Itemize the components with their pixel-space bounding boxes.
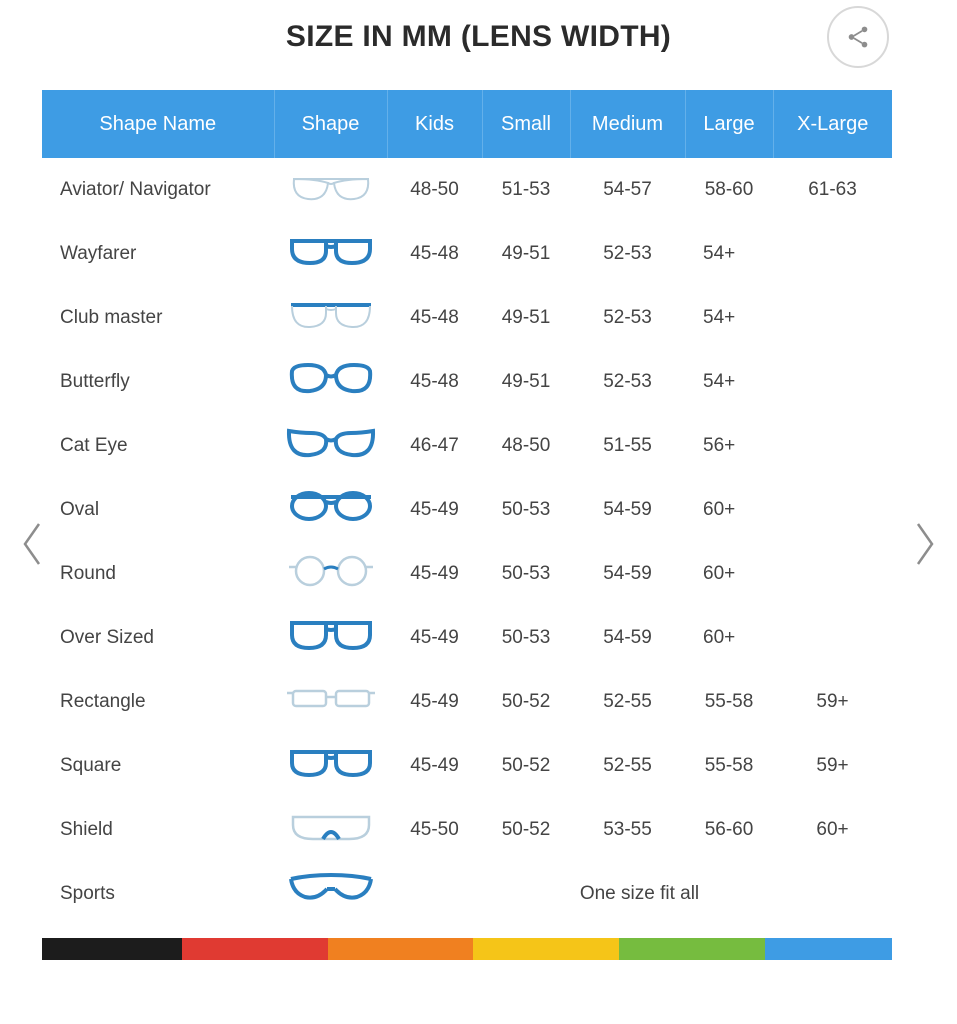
column-header-kids: Kids: [387, 90, 482, 158]
row-xlarge: [773, 414, 892, 478]
row-medium: 54-59: [570, 478, 685, 542]
square-glasses-icon: [281, 741, 381, 785]
row-name: Wayfarer: [42, 222, 274, 286]
row-name: Over Sized: [42, 606, 274, 670]
row-large: 60+: [685, 606, 773, 670]
row-shape: [274, 350, 387, 414]
row-large: 60+: [685, 542, 773, 606]
row-name: Round: [42, 542, 274, 606]
row-shape: [274, 414, 387, 478]
size-table-wrapper: [42, 90, 892, 926]
row-medium: 53-55: [570, 798, 685, 862]
row-small: 50-53: [482, 606, 570, 670]
row-one-size-note: One size fit all: [387, 862, 892, 926]
page-header: [0, 0, 957, 88]
row-medium: 52-55: [570, 734, 685, 798]
color-segment-1: [42, 938, 182, 960]
rectangle-glasses-icon: [281, 677, 381, 721]
round-glasses-icon: [281, 549, 381, 593]
butterfly-glasses-icon: [281, 357, 381, 401]
row-kids: 45-50: [387, 798, 482, 862]
row-name: Oval: [42, 478, 274, 542]
row-shape: [274, 158, 387, 222]
row-medium: 54-59: [570, 606, 685, 670]
row-xlarge: [773, 478, 892, 542]
row-medium: 54-59: [570, 542, 685, 606]
row-xlarge: [773, 542, 892, 606]
share-icon: [845, 24, 871, 50]
page-title: SIZE IN MM (LENS WIDTH): [285, 20, 672, 53]
row-name: Sports: [42, 862, 274, 926]
row-medium: 52-55: [570, 670, 685, 734]
table-row: [42, 158, 892, 222]
row-large: 56-60: [685, 798, 773, 862]
row-xlarge: 61-63: [773, 158, 892, 222]
size-table: [42, 90, 892, 926]
row-xlarge: [773, 606, 892, 670]
column-header-large: Large: [685, 90, 773, 158]
row-kids: 45-48: [387, 286, 482, 350]
color-segment-6: [765, 938, 892, 960]
row-medium: 51-55: [570, 414, 685, 478]
row-large: 55-58: [685, 670, 773, 734]
column-header-medium: Medium: [570, 90, 685, 158]
row-small: 48-50: [482, 414, 570, 478]
column-header-shape: Shape: [274, 90, 387, 158]
row-kids: 45-49: [387, 606, 482, 670]
row-kids: 45-49: [387, 734, 482, 798]
row-name: Shield: [42, 798, 274, 862]
table-row: [42, 734, 892, 798]
column-header-shape-name: Shape Name: [42, 90, 274, 158]
table-row: [42, 542, 892, 606]
share-button[interactable]: [827, 6, 889, 68]
row-large: 54+: [685, 350, 773, 414]
row-small: 49-51: [482, 350, 570, 414]
table-row: [42, 414, 892, 478]
row-name: Butterfly: [42, 350, 274, 414]
row-shape: [274, 478, 387, 542]
table-row: [42, 286, 892, 350]
oversized-glasses-icon: [281, 613, 381, 657]
row-xlarge: 59+: [773, 734, 892, 798]
color-segment-2: [182, 938, 328, 960]
row-small: 50-52: [482, 798, 570, 862]
row-medium: 52-53: [570, 286, 685, 350]
aviator-glasses-icon: [281, 165, 381, 209]
row-small: 50-52: [482, 734, 570, 798]
row-shape: [274, 862, 387, 926]
row-kids: 45-49: [387, 670, 482, 734]
row-shape: [274, 286, 387, 350]
clubmaster-glasses-icon: [281, 293, 381, 337]
color-segment-5: [619, 938, 765, 960]
row-small: 50-53: [482, 478, 570, 542]
prev-arrow-button[interactable]: [12, 516, 52, 572]
table-header-row: [42, 90, 892, 158]
table-row: [42, 478, 892, 542]
next-arrow-button[interactable]: [905, 516, 945, 572]
oval-glasses-icon: [281, 485, 381, 529]
row-small: 51-53: [482, 158, 570, 222]
row-large: 56+: [685, 414, 773, 478]
table-row: [42, 222, 892, 286]
row-xlarge: [773, 350, 892, 414]
column-header-xlarge: X-Large: [773, 90, 892, 158]
wayfarer-glasses-icon: [281, 229, 381, 273]
column-header-small: Small: [482, 90, 570, 158]
table-row: [42, 670, 892, 734]
row-xlarge: 59+: [773, 670, 892, 734]
sports-glasses-icon: [281, 869, 381, 913]
row-xlarge: [773, 222, 892, 286]
row-small: 49-51: [482, 286, 570, 350]
row-large: 54+: [685, 222, 773, 286]
chevron-left-icon: [19, 520, 45, 568]
row-small: 50-53: [482, 542, 570, 606]
row-name: Club master: [42, 286, 274, 350]
row-small: 49-51: [482, 222, 570, 286]
row-shape: [274, 734, 387, 798]
row-large: 60+: [685, 478, 773, 542]
row-name: Square: [42, 734, 274, 798]
row-name: Cat Eye: [42, 414, 274, 478]
row-kids: 45-49: [387, 542, 482, 606]
row-shape: [274, 798, 387, 862]
row-medium: 52-53: [570, 350, 685, 414]
row-shape: [274, 222, 387, 286]
table-row: [42, 798, 892, 862]
table-row: [42, 862, 892, 926]
table-row: [42, 606, 892, 670]
row-small: 50-52: [482, 670, 570, 734]
row-shape: [274, 606, 387, 670]
row-name: Rectangle: [42, 670, 274, 734]
row-shape: [274, 670, 387, 734]
row-shape: [274, 542, 387, 606]
chevron-right-icon: [912, 520, 938, 568]
row-large: 54+: [685, 286, 773, 350]
color-bar: [42, 938, 892, 960]
row-large: 58-60: [685, 158, 773, 222]
row-name: Aviator/ Navigator: [42, 158, 274, 222]
color-segment-4: [473, 938, 619, 960]
row-kids: 46-47: [387, 414, 482, 478]
row-medium: 52-53: [570, 222, 685, 286]
color-segment-3: [328, 938, 474, 960]
row-xlarge: 60+: [773, 798, 892, 862]
table-row: [42, 350, 892, 414]
row-kids: 48-50: [387, 158, 482, 222]
row-kids: 45-49: [387, 478, 482, 542]
row-medium: 54-57: [570, 158, 685, 222]
shield-glasses-icon: [281, 805, 381, 849]
row-kids: 45-48: [387, 222, 482, 286]
row-large: 55-58: [685, 734, 773, 798]
cateye-glasses-icon: [281, 421, 381, 465]
row-xlarge: [773, 286, 892, 350]
row-kids: 45-48: [387, 350, 482, 414]
